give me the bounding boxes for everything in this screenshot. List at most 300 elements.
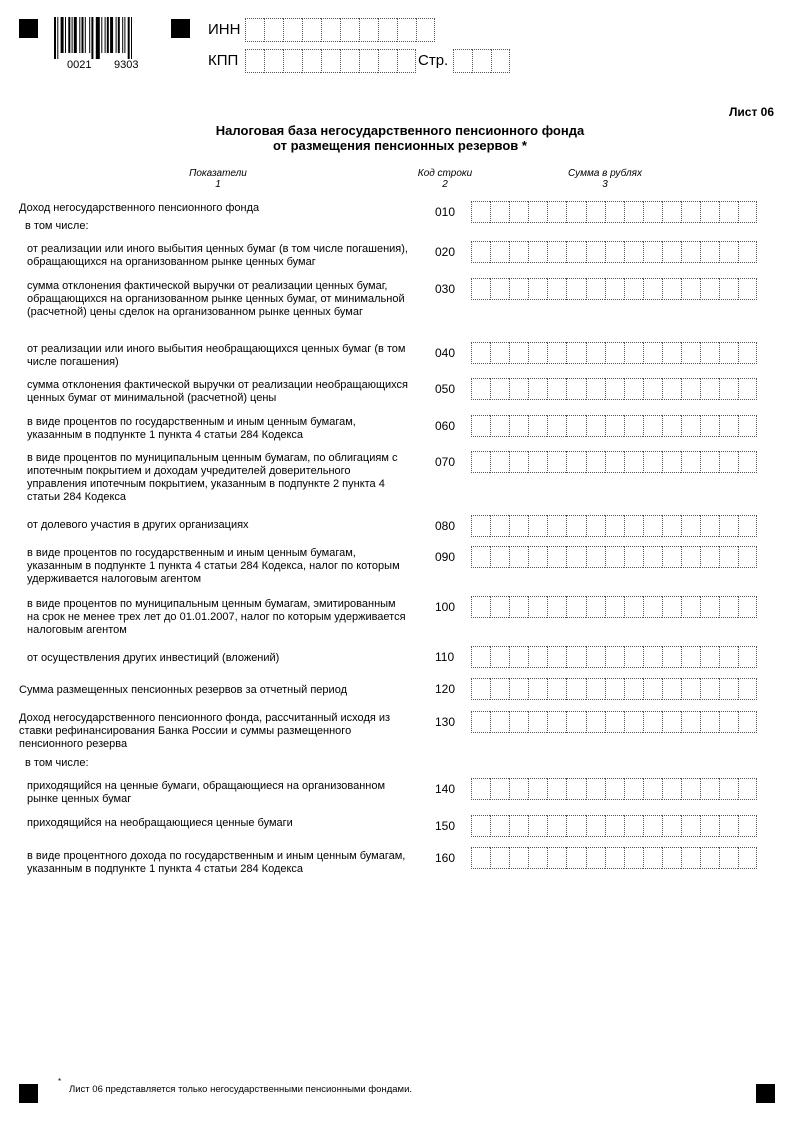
digit-cell[interactable] bbox=[738, 847, 757, 869]
digit-cell[interactable] bbox=[547, 451, 566, 473]
digit-cell[interactable] bbox=[566, 678, 585, 700]
digit-cell[interactable] bbox=[605, 546, 624, 568]
digit-cell[interactable] bbox=[547, 201, 566, 223]
digit-cell[interactable] bbox=[471, 342, 490, 364]
digit-cell[interactable] bbox=[643, 201, 662, 223]
row-label: в том числе: bbox=[25, 220, 89, 232]
digit-cell[interactable] bbox=[719, 278, 738, 300]
digit-cell[interactable] bbox=[528, 596, 547, 618]
digit-cell[interactable] bbox=[662, 546, 681, 568]
digit-cell[interactable] bbox=[528, 342, 547, 364]
digit-cell[interactable] bbox=[700, 815, 719, 837]
digit-cell[interactable] bbox=[586, 451, 605, 473]
digit-cell[interactable] bbox=[643, 678, 662, 700]
digit-cell[interactable] bbox=[738, 546, 757, 568]
digit-cell[interactable] bbox=[719, 415, 738, 437]
digit-cell[interactable] bbox=[471, 847, 490, 869]
digit-cell[interactable] bbox=[471, 815, 490, 837]
digit-cell[interactable] bbox=[378, 18, 397, 42]
digit-cell[interactable] bbox=[719, 678, 738, 700]
sum-input-050[interactable] bbox=[471, 378, 757, 400]
sum-input-120[interactable] bbox=[471, 678, 757, 700]
digit-cell[interactable] bbox=[547, 678, 566, 700]
digit-cell[interactable] bbox=[738, 378, 757, 400]
digit-cell[interactable] bbox=[624, 778, 643, 800]
digit-cell[interactable] bbox=[700, 646, 719, 668]
digit-cell[interactable] bbox=[416, 18, 435, 42]
digit-cell[interactable] bbox=[566, 847, 585, 869]
digit-cell[interactable] bbox=[738, 515, 757, 537]
digit-cell[interactable] bbox=[509, 342, 528, 364]
digit-cell[interactable] bbox=[566, 711, 585, 733]
digit-cell[interactable] bbox=[738, 815, 757, 837]
digit-cell[interactable] bbox=[528, 847, 547, 869]
digit-cell[interactable] bbox=[490, 678, 509, 700]
digit-cell[interactable] bbox=[605, 815, 624, 837]
digit-cell[interactable] bbox=[700, 546, 719, 568]
digit-cell[interactable] bbox=[643, 378, 662, 400]
digit-cell[interactable] bbox=[719, 241, 738, 263]
digit-cell[interactable] bbox=[681, 678, 700, 700]
digit-cell[interactable] bbox=[624, 847, 643, 869]
digit-cell[interactable] bbox=[359, 18, 378, 42]
digit-cell[interactable] bbox=[700, 378, 719, 400]
digit-cell[interactable] bbox=[528, 201, 547, 223]
digit-cell[interactable] bbox=[605, 678, 624, 700]
digit-cell[interactable] bbox=[509, 515, 528, 537]
digit-cell[interactable] bbox=[566, 778, 585, 800]
digit-cell[interactable] bbox=[719, 546, 738, 568]
digit-cell[interactable] bbox=[397, 18, 416, 42]
digit-cell[interactable] bbox=[719, 201, 738, 223]
digit-cell[interactable] bbox=[359, 49, 378, 73]
digit-cell[interactable] bbox=[490, 847, 509, 869]
digit-cell[interactable] bbox=[586, 201, 605, 223]
digit-cell[interactable] bbox=[586, 778, 605, 800]
digit-cell[interactable] bbox=[547, 415, 566, 437]
digit-cell[interactable] bbox=[681, 342, 700, 364]
digit-cell[interactable] bbox=[378, 49, 397, 73]
digit-cell[interactable] bbox=[586, 278, 605, 300]
digit-cell[interactable] bbox=[547, 342, 566, 364]
digit-cell[interactable] bbox=[245, 18, 264, 42]
digit-cell[interactable] bbox=[283, 18, 302, 42]
digit-cell[interactable] bbox=[490, 546, 509, 568]
digit-cell[interactable] bbox=[397, 49, 416, 73]
digit-cell[interactable] bbox=[490, 378, 509, 400]
digit-cell[interactable] bbox=[509, 847, 528, 869]
digit-cell[interactable] bbox=[624, 378, 643, 400]
digit-cell[interactable] bbox=[509, 378, 528, 400]
digit-cell[interactable] bbox=[586, 596, 605, 618]
digit-cell[interactable] bbox=[624, 646, 643, 668]
digit-cell[interactable] bbox=[471, 201, 490, 223]
digit-cell[interactable] bbox=[719, 847, 738, 869]
digit-cell[interactable] bbox=[490, 241, 509, 263]
digit-cell[interactable] bbox=[719, 342, 738, 364]
digit-cell[interactable] bbox=[662, 815, 681, 837]
digit-cell[interactable] bbox=[528, 646, 547, 668]
digit-cell[interactable] bbox=[662, 241, 681, 263]
digit-cell[interactable] bbox=[586, 546, 605, 568]
digit-cell[interactable] bbox=[662, 378, 681, 400]
digit-cell[interactable] bbox=[586, 711, 605, 733]
barcode-bar bbox=[57, 17, 58, 59]
digit-cell[interactable] bbox=[509, 711, 528, 733]
digit-cell[interactable] bbox=[605, 515, 624, 537]
digit-cell[interactable] bbox=[662, 646, 681, 668]
digit-cell[interactable] bbox=[738, 711, 757, 733]
digit-cell[interactable] bbox=[643, 546, 662, 568]
digit-cell[interactable] bbox=[662, 278, 681, 300]
registration-marker-bottom-right bbox=[756, 1084, 775, 1103]
digit-cell[interactable] bbox=[528, 451, 547, 473]
digit-cell[interactable] bbox=[471, 711, 490, 733]
digit-cell[interactable] bbox=[547, 778, 566, 800]
digit-cell[interactable] bbox=[719, 451, 738, 473]
digit-cell[interactable] bbox=[340, 49, 359, 73]
digit-cell[interactable] bbox=[509, 241, 528, 263]
digit-cell[interactable] bbox=[491, 49, 510, 73]
digit-cell[interactable] bbox=[624, 596, 643, 618]
digit-cell[interactable] bbox=[738, 646, 757, 668]
digit-cell[interactable] bbox=[528, 378, 547, 400]
inn-input[interactable] bbox=[245, 18, 435, 42]
digit-cell[interactable] bbox=[471, 415, 490, 437]
digit-cell[interactable] bbox=[662, 678, 681, 700]
digit-cell[interactable] bbox=[471, 646, 490, 668]
digit-cell[interactable] bbox=[643, 515, 662, 537]
digit-cell[interactable] bbox=[643, 241, 662, 263]
digit-cell[interactable] bbox=[471, 278, 490, 300]
digit-cell[interactable] bbox=[471, 546, 490, 568]
digit-cell[interactable] bbox=[586, 815, 605, 837]
digit-cell[interactable] bbox=[662, 596, 681, 618]
digit-cell[interactable] bbox=[605, 278, 624, 300]
digit-cell[interactable] bbox=[566, 278, 585, 300]
digit-cell[interactable] bbox=[302, 49, 321, 73]
digit-cell[interactable] bbox=[566, 546, 585, 568]
digit-cell[interactable] bbox=[490, 596, 509, 618]
digit-cell[interactable] bbox=[681, 241, 700, 263]
digit-cell[interactable] bbox=[605, 778, 624, 800]
digit-cell[interactable] bbox=[681, 451, 700, 473]
digit-cell[interactable] bbox=[586, 378, 605, 400]
digit-cell[interactable] bbox=[700, 451, 719, 473]
digit-cell[interactable] bbox=[700, 415, 719, 437]
digit-cell[interactable] bbox=[738, 342, 757, 364]
digit-cell[interactable] bbox=[681, 596, 700, 618]
digit-cell[interactable] bbox=[605, 451, 624, 473]
digit-cell[interactable] bbox=[681, 711, 700, 733]
digit-cell[interactable] bbox=[453, 49, 472, 73]
digit-cell[interactable] bbox=[245, 49, 264, 73]
digit-cell[interactable] bbox=[738, 778, 757, 800]
digit-cell[interactable] bbox=[681, 815, 700, 837]
digit-cell[interactable] bbox=[509, 546, 528, 568]
row-label: в виде процентного дохода по государственным и иным ценным бумагам, указанным в подпункте 1 пункта 4 статьи 284 Кодекса bbox=[27, 850, 406, 875]
digit-cell[interactable] bbox=[719, 596, 738, 618]
digit-cell[interactable] bbox=[738, 451, 757, 473]
page-label: Стр. bbox=[418, 52, 449, 69]
sum-input-130[interactable] bbox=[471, 711, 757, 733]
digit-cell[interactable] bbox=[528, 415, 547, 437]
digit-cell[interactable] bbox=[643, 646, 662, 668]
digit-cell[interactable] bbox=[643, 342, 662, 364]
digit-cell[interactable] bbox=[321, 49, 340, 73]
digit-cell[interactable] bbox=[566, 451, 585, 473]
digit-cell[interactable] bbox=[700, 241, 719, 263]
barcode-bar bbox=[110, 17, 113, 53]
sum-input-140[interactable] bbox=[471, 778, 757, 800]
digit-cell[interactable] bbox=[605, 342, 624, 364]
digit-cell[interactable] bbox=[643, 278, 662, 300]
sum-input-090[interactable] bbox=[471, 546, 757, 568]
row-code: 110 bbox=[435, 650, 455, 664]
digit-cell[interactable] bbox=[566, 342, 585, 364]
digit-cell[interactable] bbox=[566, 201, 585, 223]
digit-cell[interactable] bbox=[509, 278, 528, 300]
digit-cell[interactable] bbox=[547, 515, 566, 537]
digit-cell[interactable] bbox=[624, 451, 643, 473]
digit-cell[interactable] bbox=[700, 201, 719, 223]
digit-cell[interactable] bbox=[509, 678, 528, 700]
digit-cell[interactable] bbox=[624, 515, 643, 537]
sum-input-020[interactable] bbox=[471, 241, 757, 263]
sum-input-080[interactable] bbox=[471, 515, 757, 537]
digit-cell[interactable] bbox=[681, 201, 700, 223]
digit-cell[interactable] bbox=[586, 646, 605, 668]
digit-cell[interactable] bbox=[624, 678, 643, 700]
digit-cell[interactable] bbox=[605, 241, 624, 263]
digit-cell[interactable] bbox=[662, 515, 681, 537]
barcode-bar bbox=[89, 17, 90, 53]
digit-cell[interactable] bbox=[566, 515, 585, 537]
digit-cell[interactable] bbox=[738, 678, 757, 700]
sum-input-040[interactable] bbox=[471, 342, 757, 364]
digit-cell[interactable] bbox=[605, 596, 624, 618]
digit-cell[interactable] bbox=[586, 241, 605, 263]
digit-cell[interactable] bbox=[605, 415, 624, 437]
digit-cell[interactable] bbox=[490, 278, 509, 300]
digit-cell[interactable] bbox=[738, 201, 757, 223]
digit-cell[interactable] bbox=[662, 778, 681, 800]
digit-cell[interactable] bbox=[547, 847, 566, 869]
digit-cell[interactable] bbox=[490, 342, 509, 364]
digit-cell[interactable] bbox=[547, 546, 566, 568]
digit-cell[interactable] bbox=[528, 815, 547, 837]
digit-cell[interactable] bbox=[264, 18, 283, 42]
footnote-mark: * bbox=[58, 1077, 62, 1086]
digit-cell[interactable] bbox=[566, 378, 585, 400]
digit-cell[interactable] bbox=[738, 278, 757, 300]
digit-cell[interactable] bbox=[643, 847, 662, 869]
digit-cell[interactable] bbox=[605, 201, 624, 223]
digit-cell[interactable] bbox=[643, 815, 662, 837]
barcode-bar bbox=[118, 17, 120, 53]
digit-cell[interactable] bbox=[528, 711, 547, 733]
digit-cell[interactable] bbox=[547, 815, 566, 837]
digit-cell[interactable] bbox=[471, 241, 490, 263]
digit-cell[interactable] bbox=[700, 778, 719, 800]
sum-input-110[interactable] bbox=[471, 646, 757, 668]
digit-cell[interactable] bbox=[490, 711, 509, 733]
digit-cell[interactable] bbox=[528, 515, 547, 537]
digit-cell[interactable] bbox=[490, 451, 509, 473]
digit-cell[interactable] bbox=[490, 646, 509, 668]
digit-cell[interactable] bbox=[700, 596, 719, 618]
digit-cell[interactable] bbox=[528, 778, 547, 800]
digit-cell[interactable] bbox=[662, 342, 681, 364]
sum-input-030[interactable] bbox=[471, 278, 757, 300]
digit-cell[interactable] bbox=[662, 847, 681, 869]
digit-cell[interactable] bbox=[283, 49, 302, 73]
digit-cell[interactable] bbox=[566, 596, 585, 618]
digit-cell[interactable] bbox=[586, 678, 605, 700]
digit-cell[interactable] bbox=[472, 49, 491, 73]
digit-cell[interactable] bbox=[302, 18, 321, 42]
digit-cell[interactable] bbox=[681, 546, 700, 568]
digit-cell[interactable] bbox=[509, 646, 528, 668]
kpp-input[interactable] bbox=[245, 49, 416, 73]
digit-cell[interactable] bbox=[643, 711, 662, 733]
digit-cell[interactable] bbox=[700, 342, 719, 364]
digit-cell[interactable] bbox=[738, 415, 757, 437]
digit-cell[interactable] bbox=[681, 646, 700, 668]
digit-cell[interactable] bbox=[490, 778, 509, 800]
digit-cell[interactable] bbox=[471, 515, 490, 537]
sum-input-060[interactable] bbox=[471, 415, 757, 437]
digit-cell[interactable] bbox=[700, 711, 719, 733]
sum-input-160[interactable] bbox=[471, 847, 757, 869]
digit-cell[interactable] bbox=[624, 711, 643, 733]
digit-cell[interactable] bbox=[662, 451, 681, 473]
digit-cell[interactable] bbox=[662, 415, 681, 437]
digit-cell[interactable] bbox=[490, 201, 509, 223]
digit-cell[interactable] bbox=[264, 49, 283, 73]
page-number-input[interactable] bbox=[453, 49, 510, 73]
digit-cell[interactable] bbox=[643, 415, 662, 437]
digit-cell[interactable] bbox=[605, 711, 624, 733]
sum-input-150[interactable] bbox=[471, 815, 757, 837]
digit-cell[interactable] bbox=[509, 815, 528, 837]
digit-cell[interactable] bbox=[509, 451, 528, 473]
sum-input-100[interactable] bbox=[471, 596, 757, 618]
digit-cell[interactable] bbox=[340, 18, 359, 42]
barcode-bar bbox=[116, 17, 117, 53]
digit-cell[interactable] bbox=[471, 451, 490, 473]
sum-input-010[interactable] bbox=[471, 201, 757, 223]
digit-cell[interactable] bbox=[700, 847, 719, 869]
digit-cell[interactable] bbox=[719, 378, 738, 400]
digit-cell[interactable] bbox=[605, 378, 624, 400]
digit-cell[interactable] bbox=[719, 815, 738, 837]
digit-cell[interactable] bbox=[681, 778, 700, 800]
digit-cell[interactable] bbox=[624, 278, 643, 300]
digit-cell[interactable] bbox=[566, 415, 585, 437]
digit-cell[interactable] bbox=[566, 646, 585, 668]
digit-cell[interactable] bbox=[681, 378, 700, 400]
digit-cell[interactable] bbox=[566, 815, 585, 837]
row-label: от долевого участия в других организациях bbox=[27, 519, 249, 531]
digit-cell[interactable] bbox=[547, 596, 566, 618]
digit-cell[interactable] bbox=[700, 678, 719, 700]
digit-cell[interactable] bbox=[700, 278, 719, 300]
digit-cell[interactable] bbox=[586, 515, 605, 537]
digit-cell[interactable] bbox=[662, 711, 681, 733]
digit-cell[interactable] bbox=[490, 515, 509, 537]
digit-cell[interactable] bbox=[662, 201, 681, 223]
digit-cell[interactable] bbox=[490, 815, 509, 837]
sum-input-070[interactable] bbox=[471, 451, 757, 473]
digit-cell[interactable] bbox=[566, 241, 585, 263]
digit-cell[interactable] bbox=[509, 596, 528, 618]
digit-cell[interactable] bbox=[547, 711, 566, 733]
digit-cell[interactable] bbox=[643, 451, 662, 473]
digit-cell[interactable] bbox=[586, 342, 605, 364]
digit-cell[interactable] bbox=[528, 278, 547, 300]
digit-cell[interactable] bbox=[321, 18, 340, 42]
digit-cell[interactable] bbox=[528, 241, 547, 263]
digit-cell[interactable] bbox=[719, 646, 738, 668]
digit-cell[interactable] bbox=[738, 596, 757, 618]
barcode-bar bbox=[101, 17, 102, 53]
digit-cell[interactable] bbox=[719, 778, 738, 800]
row-code: 120 bbox=[435, 682, 456, 696]
digit-cell[interactable] bbox=[509, 201, 528, 223]
barcode-bar bbox=[107, 17, 109, 53]
row-code: 050 bbox=[435, 382, 456, 396]
row-label: приходящийся на ценные бумаги, обращающиеся на организованном рынке ценных бумаг bbox=[27, 780, 386, 805]
digit-cell[interactable] bbox=[681, 415, 700, 437]
row-label: в виде процентов по муниципальным ценным бумагам, по облигациям с ипотечным покрытием и доходам учредителей доверительного управления ипотечным покрытием, указанным в подпункте 2 пункта 4 статьи 284 Кодекса bbox=[27, 452, 398, 503]
digit-cell[interactable] bbox=[471, 678, 490, 700]
digit-cell[interactable] bbox=[624, 415, 643, 437]
digit-cell[interactable] bbox=[624, 241, 643, 263]
digit-cell[interactable] bbox=[681, 515, 700, 537]
digit-cell[interactable] bbox=[528, 678, 547, 700]
digit-cell[interactable] bbox=[605, 646, 624, 668]
digit-cell[interactable] bbox=[471, 378, 490, 400]
digit-cell[interactable] bbox=[624, 201, 643, 223]
digit-cell[interactable] bbox=[719, 515, 738, 537]
digit-cell[interactable] bbox=[528, 546, 547, 568]
digit-cell[interactable] bbox=[490, 415, 509, 437]
digit-cell[interactable] bbox=[681, 847, 700, 869]
digit-cell[interactable] bbox=[586, 415, 605, 437]
digit-cell[interactable] bbox=[681, 278, 700, 300]
digit-cell[interactable] bbox=[547, 278, 566, 300]
digit-cell[interactable] bbox=[643, 596, 662, 618]
digit-cell[interactable] bbox=[700, 515, 719, 537]
barcode-bar bbox=[72, 17, 73, 53]
digit-cell[interactable] bbox=[605, 847, 624, 869]
digit-cell[interactable] bbox=[624, 815, 643, 837]
digit-cell[interactable] bbox=[586, 847, 605, 869]
digit-cell[interactable] bbox=[509, 415, 528, 437]
digit-cell[interactable] bbox=[547, 378, 566, 400]
digit-cell[interactable] bbox=[547, 646, 566, 668]
digit-cell[interactable] bbox=[547, 241, 566, 263]
digit-cell[interactable] bbox=[509, 778, 528, 800]
digit-cell[interactable] bbox=[738, 241, 757, 263]
digit-cell[interactable] bbox=[643, 778, 662, 800]
digit-cell[interactable] bbox=[471, 778, 490, 800]
digit-cell[interactable] bbox=[624, 546, 643, 568]
digit-cell[interactable] bbox=[719, 711, 738, 733]
digit-cell[interactable] bbox=[624, 342, 643, 364]
digit-cell[interactable] bbox=[471, 596, 490, 618]
